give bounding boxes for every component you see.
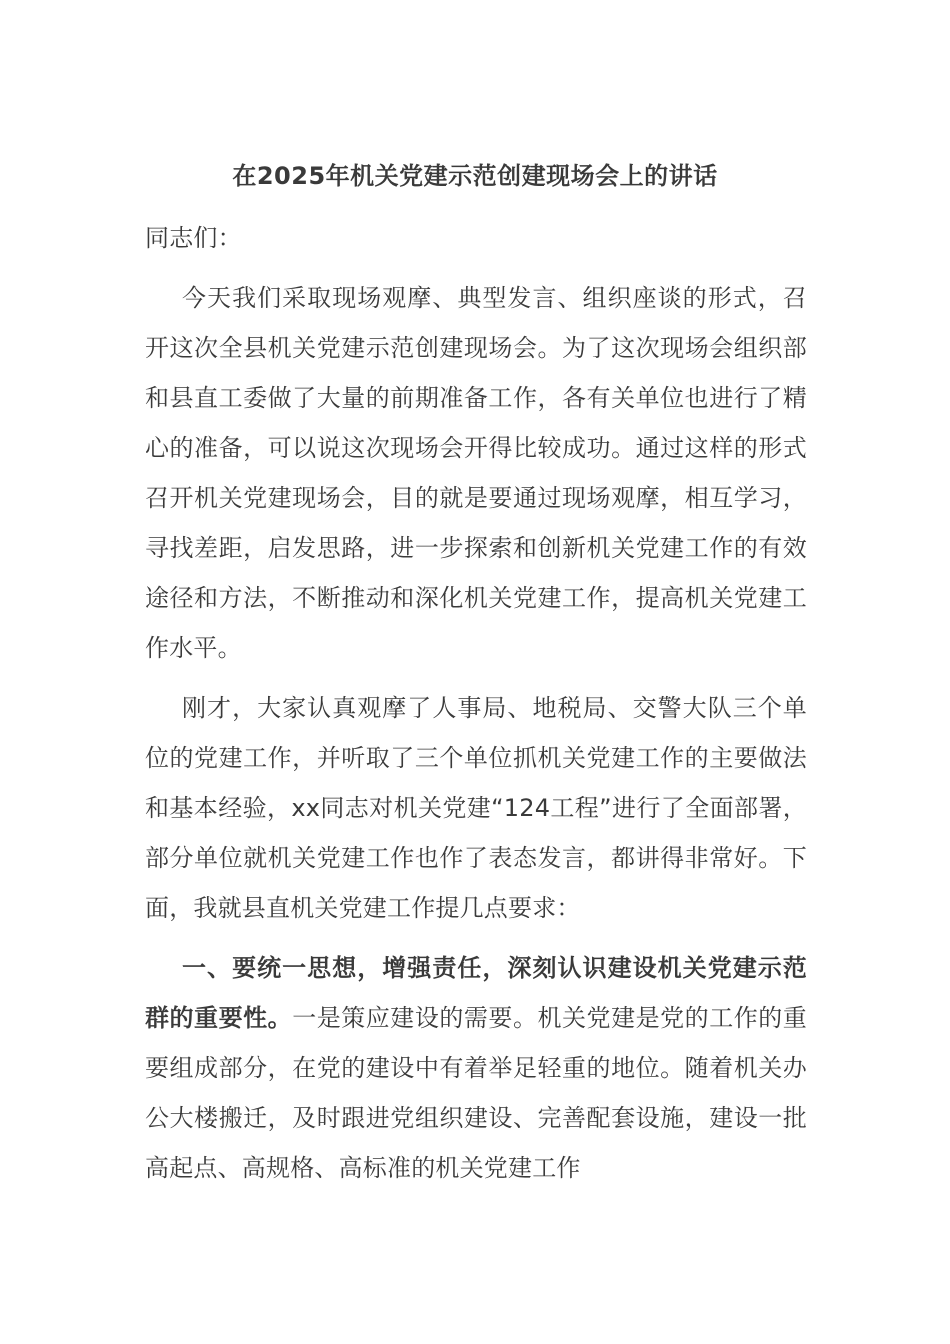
section-one-text: 一是策应建设的需要。机关党建是党的工作的重要组成部分，在党的建设中有着举足轻重的地位。随着机关办公大楼搬迁，及时跟进党组织建设、完善配套设施，建设一批高起点、高规格、高标准的机关党建工作 bbox=[145, 1004, 807, 1182]
paragraph-intro: 今天我们采取现场观摩、典型发言、组织座谈的形式，召开这次全县机关党建示范创建现场会。为了这次现场会组织部和县直工委做了大量的前期准备工作，各有关单位也进行了精心的准备，可以说这次现场会开得比较成功。通过这样的形式召开机关党建现场会，目的就是要通过现场观摩，相互学习，寻找差距，启发思路，进一步探索和创新机关党建工作的有效途径和方法，不断推动和深化机关党建工作，提高机关党建工作水平。 bbox=[145, 284, 807, 662]
section-one-paragraph bbox=[145, 943, 807, 1193]
section-one-heading: 一、要统一思想，增强责任，深刻认识建设机关党建示范群的重要性。 bbox=[145, 954, 807, 1032]
document-title: 在2025年机关党建示范创建现场会上的讲话 bbox=[232, 162, 718, 190]
salutation: 同志们： bbox=[145, 224, 242, 252]
paragraph-observation: 刚才，大家认真观摩了人事局、地税局、交警大队三个单位的党建工作，并听取了三个单位抓机关党建工作的主要做法和基本经验，xx同志对机关党建“124工程”进行了全面部署，部分单位就机关党建工作也作了表态发言，都讲得非常好。下面，我就县直机关党建工作提几点要求： bbox=[145, 694, 807, 922]
